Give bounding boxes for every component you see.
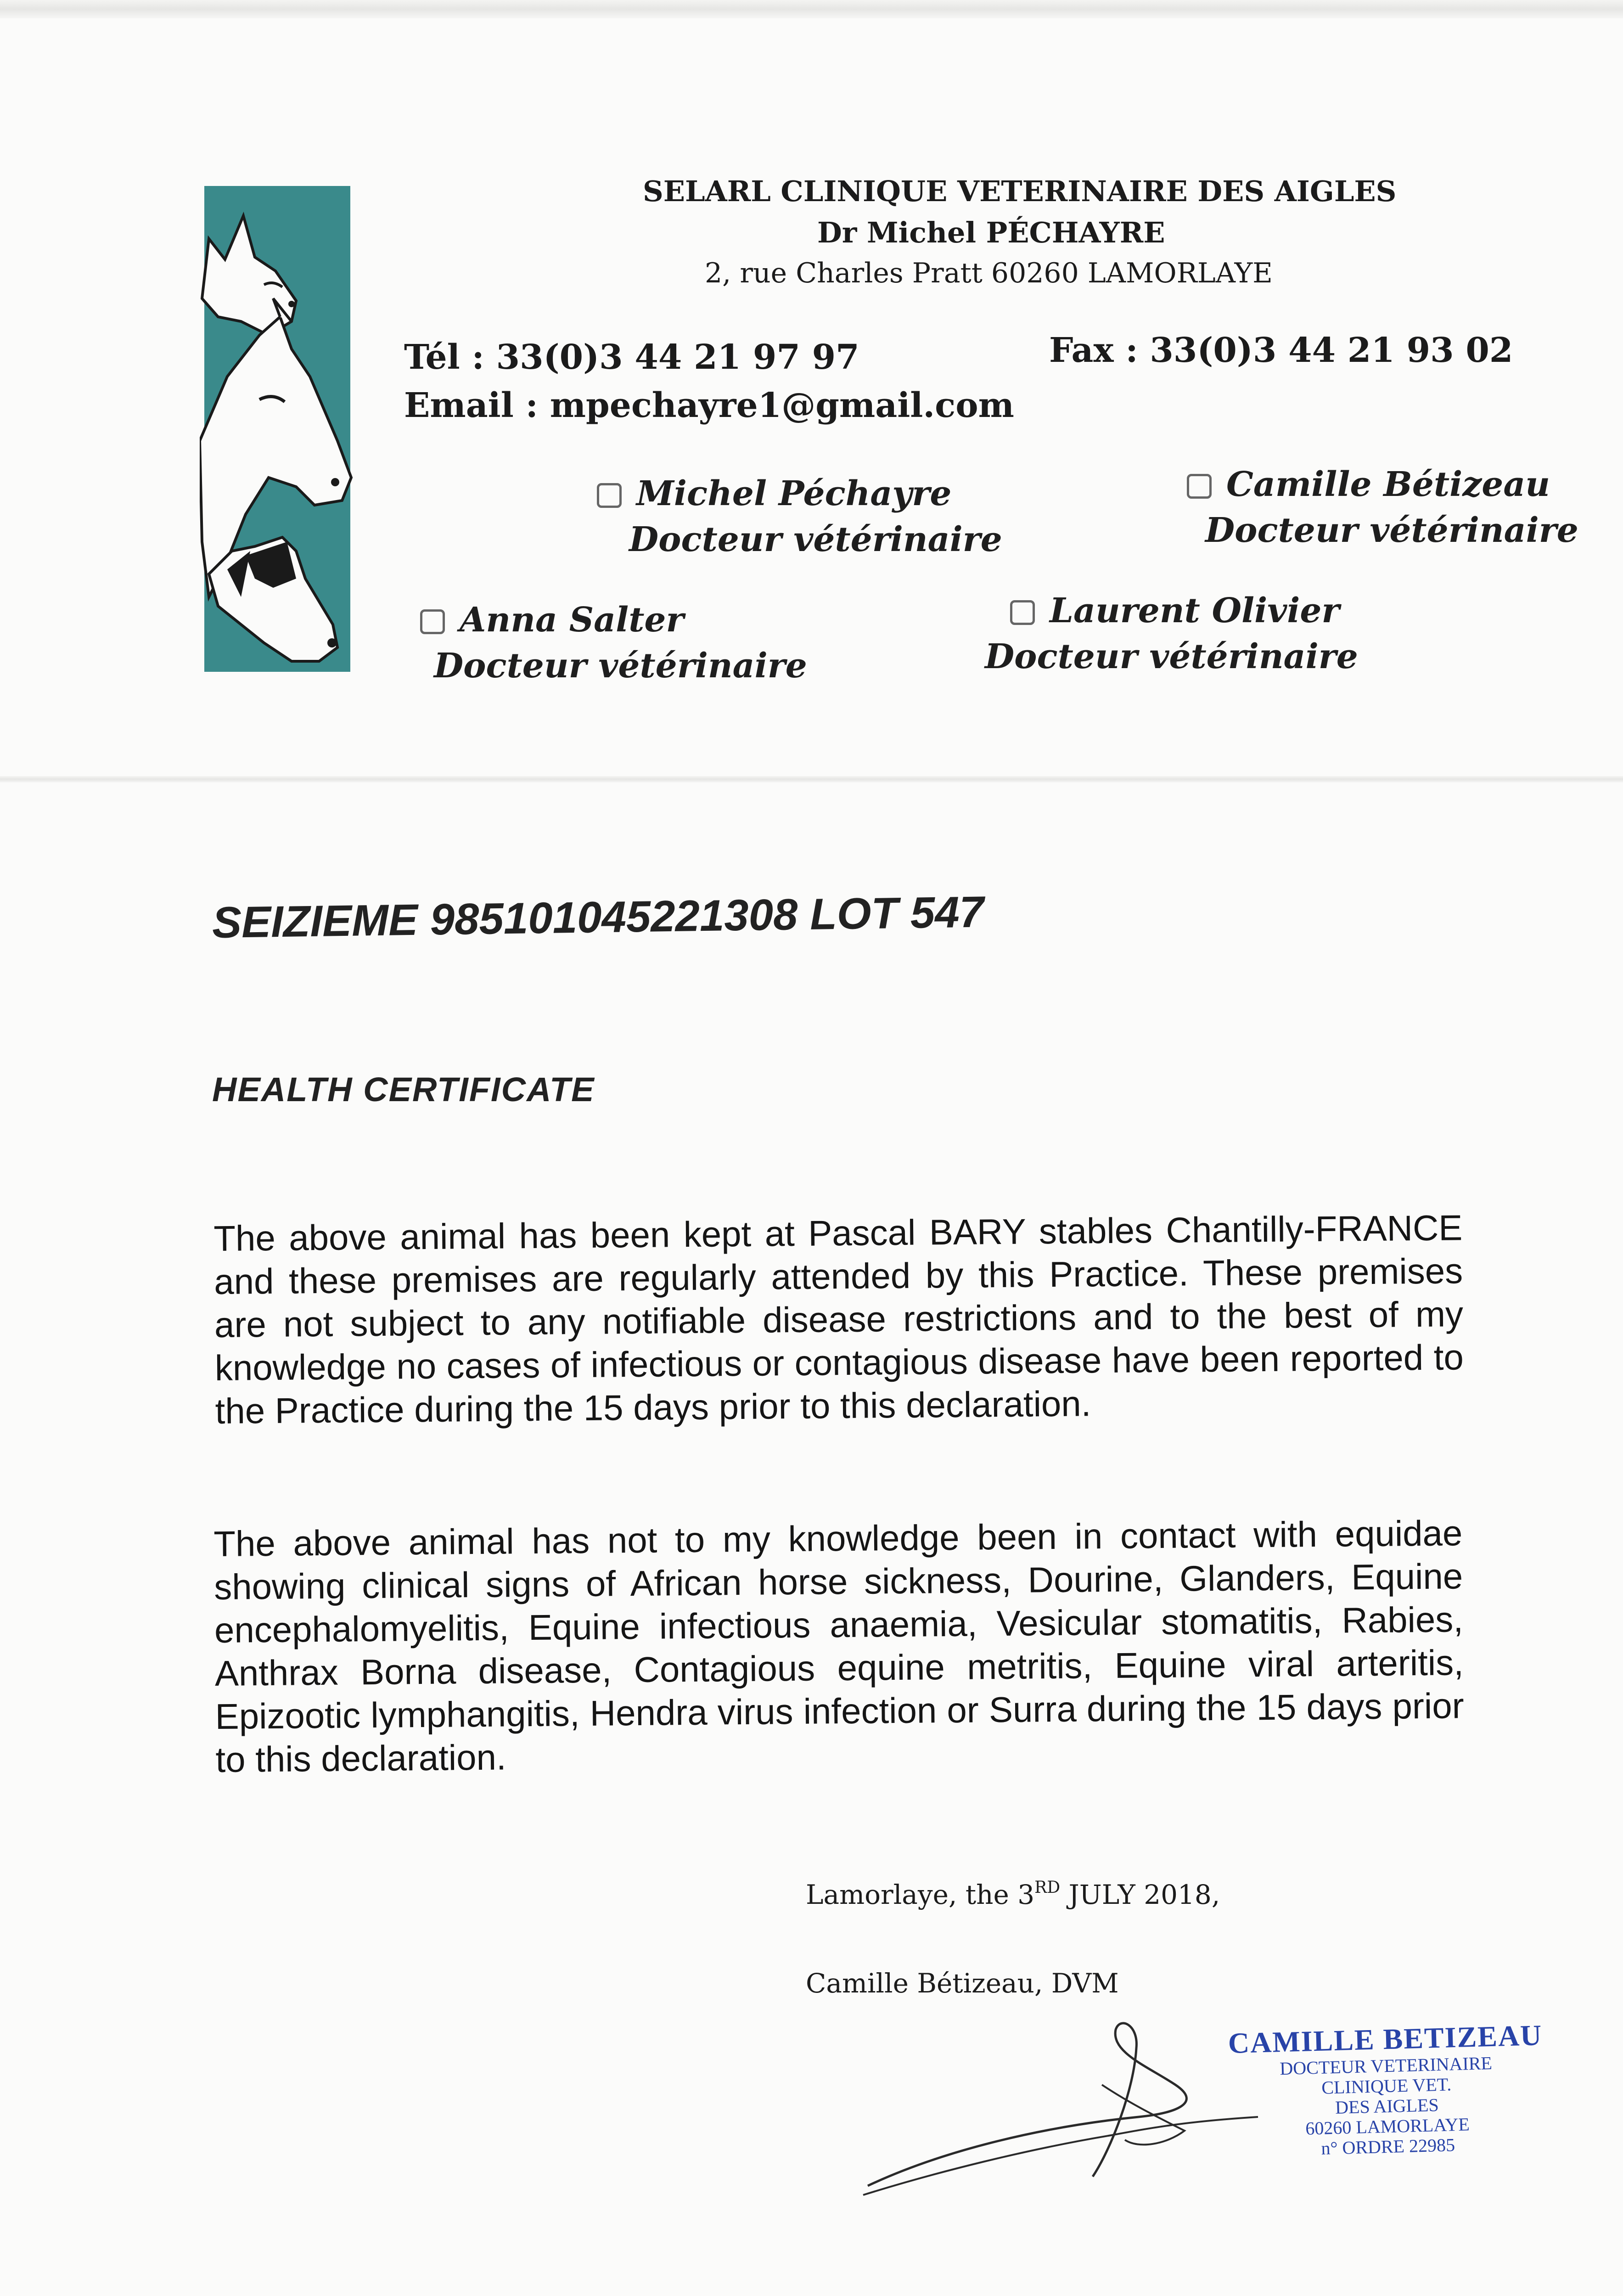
vet-name: Anna Salter <box>460 600 684 640</box>
cat-horse-dog-logo <box>200 184 354 675</box>
checkbox <box>420 609 445 634</box>
date-line <box>806 1878 1220 1910</box>
veterinarian-stamp <box>1219 2019 1553 2161</box>
stamp-line: 60260 LAMORLAYE <box>1305 2114 1470 2139</box>
checkbox <box>597 483 622 508</box>
vet-title: Docteur vétérinaire <box>434 646 807 686</box>
stamp-line: DOCTEUR VETERINAIRE <box>1279 2052 1493 2079</box>
clinic-phone: Tél : 33(0)3 44 21 97 97 <box>404 338 859 377</box>
clinic-doctor: Dr Michel PÉCHAYRE <box>817 216 1165 249</box>
date-prefix: Lamorlaye, the 3 <box>806 1879 1035 1910</box>
stamp-line: DES AIGLES <box>1335 2094 1439 2118</box>
clinic-name: SELARL CLINIQUE VETERINAIRE DES AIGLES <box>643 174 1397 208</box>
certificate-title: HEALTH CERTIFICATE <box>212 1070 595 1109</box>
clinic-address: 2, rue Charles Pratt 60260 LAMORLAYE <box>705 257 1273 289</box>
vet-name: Camille Bétizeau <box>1226 465 1550 504</box>
handwritten-signature <box>854 2011 1267 2204</box>
checkbox <box>1187 474 1212 499</box>
vet-title: Docteur vétérinaire <box>1205 511 1578 550</box>
clinic-fax: Fax : 33(0)3 44 21 93 02 <box>1049 331 1513 370</box>
date-rest: JULY 2018, <box>1060 1879 1220 1910</box>
signatory-name: Camille Bétizeau, DVM <box>806 1968 1119 1999</box>
vet-name: Michel Péchayre <box>636 474 952 513</box>
vet-name: Laurent Olivier <box>1050 591 1340 630</box>
body-paragraph: The above animal has been kept at Pascal BARY stables Chantilly-FRANCE and these premises are regularly attended by this Practice. These premises are not subject to any notifiable disease restrictions and to the best of my knowledge no cases of infectious or contagious disease have been reported to the Practice during the 15 days prior to this declaration. <box>213 1207 1464 1431</box>
vet-title: Docteur vétérinaire <box>985 637 1358 676</box>
stamp-name: CAMILLE BETIZEAU <box>1227 2019 1543 2060</box>
vet-entry <box>1187 461 1578 553</box>
stamp-line: CLINIQUE VET. <box>1321 2074 1452 2098</box>
paper-edge <box>0 0 1623 18</box>
date-ordinal: RD <box>1034 1878 1061 1897</box>
clinic-email: Email : mpechayre1@gmail.com <box>404 386 1014 425</box>
vet-entry <box>420 597 807 689</box>
checkbox <box>1010 600 1035 625</box>
vet-entry <box>597 471 1002 563</box>
paper-fold <box>0 776 1623 782</box>
vet-entry <box>985 588 1358 680</box>
body-paragraph: The above animal has not to my knowledge been in contact with equidae showing clinical signs of African horse sickness, Dourine, Glanders, Equine encephalomyelitis, Equine infectious anaemia, Vesicular stomatitis, Rabies, Anthrax Borna disease, Contagious equine metritis, Equine viral arteritis, Epizootic lymphangitis, Hendra virus infection or Surra during the 15 days prior to this declaration. <box>213 1513 1464 1780</box>
stamp-line: n° ORDRE 22985 <box>1320 2134 1455 2159</box>
animal-identification: SEIZIEME 985101045221308 LOT 547 <box>212 887 984 947</box>
vet-title: Docteur vétérinaire <box>629 520 1002 559</box>
